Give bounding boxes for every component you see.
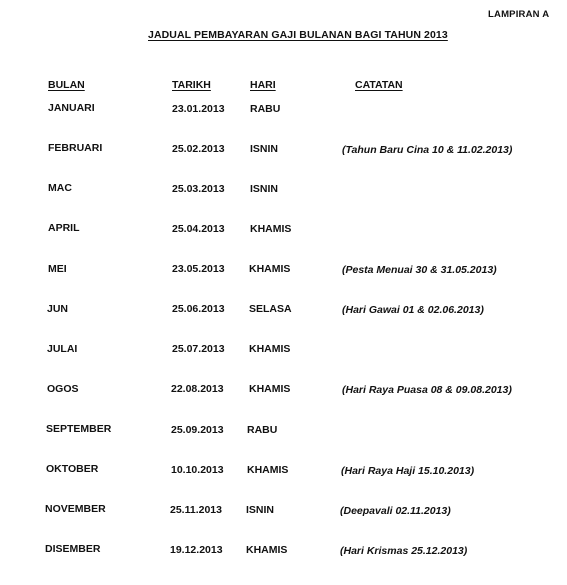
row-month: MAC (48, 182, 72, 194)
row-note: (Pesta Menuai 30 & 31.05.2013) (342, 264, 497, 276)
row-date: 25.07.2013 (172, 343, 225, 355)
row-date: 25.09.2013 (171, 424, 224, 436)
row-day: SELASA (249, 303, 292, 315)
row-date: 25.02.2013 (172, 143, 225, 155)
row-month: FEBRUARI (48, 142, 103, 154)
row-note: (Hari Raya Puasa 08 & 09.08.2013) (342, 384, 512, 396)
row-note: (Deepavali 02.11.2013) (340, 505, 451, 517)
annex-label: LAMPIRAN A (488, 9, 550, 20)
header-notes: CATATAN (355, 79, 403, 91)
row-note: (Tahun Baru Cina 10 & 11.02.2013) (342, 144, 513, 156)
row-day: RABU (250, 103, 281, 115)
row-month: JULAI (47, 343, 78, 355)
header-day: HARI (250, 79, 276, 91)
row-note: (Hari Raya Haji 15.10.2013) (341, 465, 475, 477)
row-date: 23.05.2013 (172, 263, 225, 275)
row-month: NOVEMBER (45, 503, 106, 515)
row-month: APRIL (48, 222, 80, 234)
row-day: KHAMIS (249, 383, 291, 395)
row-month: JUN (47, 303, 69, 315)
header-month: BULAN (48, 79, 85, 91)
row-date: 22.08.2013 (171, 383, 224, 395)
row-month: OKTOBER (46, 463, 99, 475)
row-day: ISNIN (250, 143, 279, 155)
row-note: (Hari Krismas 25.12.2013) (340, 545, 468, 557)
row-date: 25.06.2013 (172, 303, 225, 315)
row-date: 25.04.2013 (172, 223, 225, 235)
row-date: 25.11.2013 (170, 504, 222, 516)
document-title: JADUAL PEMBAYARAN GAJI BULANAN BAGI TAHUN 2013 (148, 29, 448, 41)
row-date: 23.01.2013 (172, 103, 225, 115)
row-date: 19.12.2013 (170, 544, 223, 556)
row-month: MEI (48, 263, 67, 275)
row-day: ISNIN (250, 183, 279, 195)
row-day: ISNIN (246, 504, 275, 516)
row-day: KHAMIS (246, 544, 288, 556)
row-day: KHAMIS (250, 223, 292, 235)
row-month: JANUARI (48, 102, 95, 114)
row-month: OGOS (47, 383, 79, 395)
row-month: DISEMBER (45, 543, 101, 555)
row-day: KHAMIS (249, 343, 291, 355)
row-date: 10.10.2013 (171, 464, 224, 476)
row-month: SEPTEMBER (46, 423, 112, 435)
header-date: TARIKH (172, 79, 211, 91)
row-note: (Hari Gawai 01 & 02.06.2013) (342, 304, 484, 316)
row-date: 25.03.2013 (172, 183, 225, 195)
row-day: KHAMIS (247, 464, 289, 476)
row-day: KHAMIS (249, 263, 291, 275)
row-day: RABU (247, 424, 278, 436)
